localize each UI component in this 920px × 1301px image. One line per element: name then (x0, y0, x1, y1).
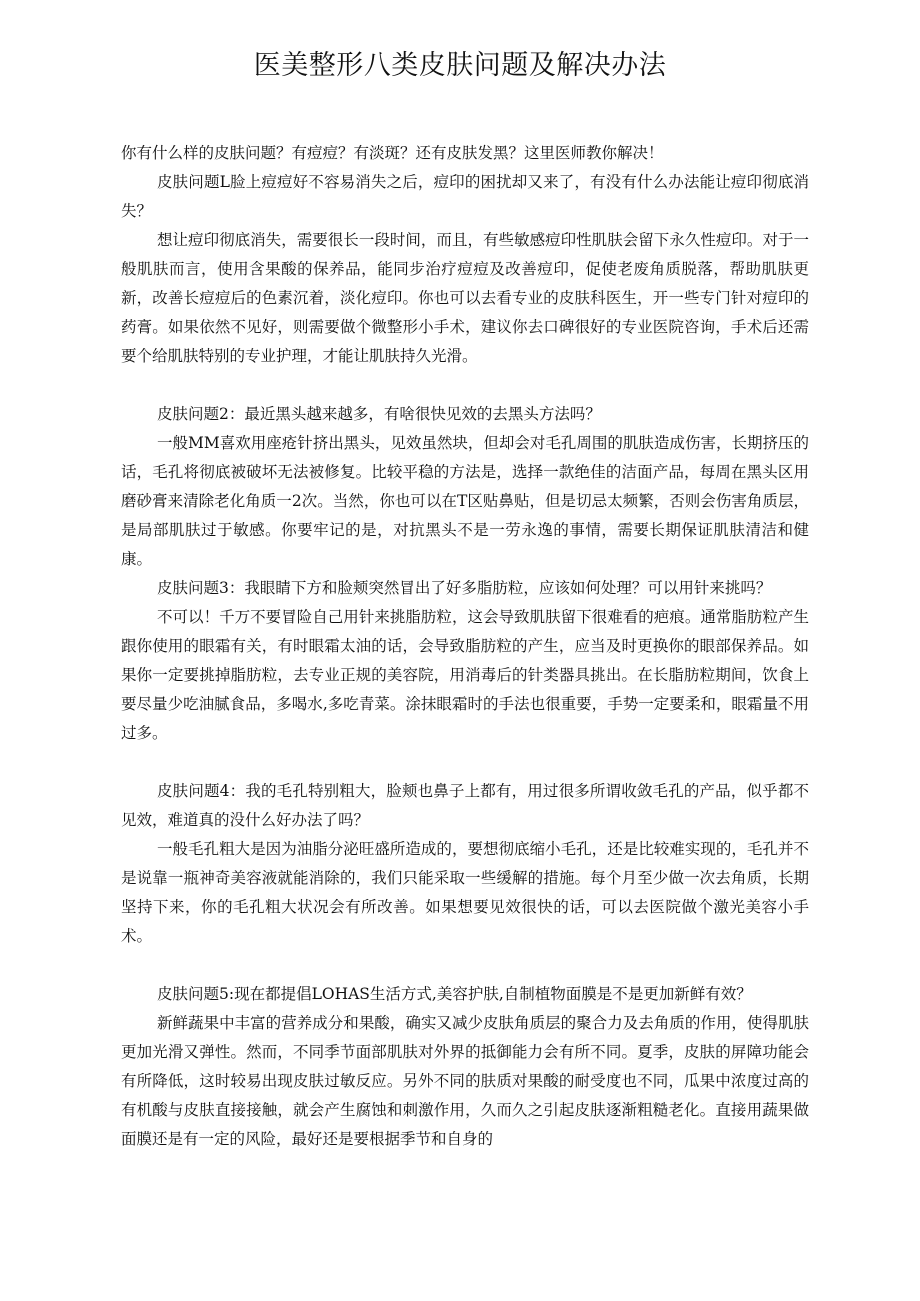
paragraph: 新鲜蔬果中丰富的营养成分和果酸，确实又减少皮肤角质层的聚合力及去角质的作用，使得肌肤更加光滑又弹性。然而，不同季节面部肌肤对外界的抵御能力会有所不同。夏季，皮肤的屏障功能会有所降低，这时较易出现皮肤过敏反应。另外不同的肤质对果酸的耐受度也不同，瓜果中浓度过高的有机酸与皮肤直接接触，就会产生腐蚀和刺激作用，久而久之引起皮肤逐渐粗糙老化。直接用蔬果做面膜还是有一定的风险，最好还是要根据季节和自身的 (121, 1014, 809, 1148)
paragraph: 皮肤问题3：我眼睛下方和脸颊突然冒出了好多脂肪粒，应该如何处理？可以用针来挑吗？ (157, 579, 772, 597)
paragraph: 一般毛孔粗大是因为油脂分泌旺盛所造成的，要想彻底缩小毛孔，还是比较难实现的，毛孔并不是说靠一瓶神奇美容液就能消除的，我们只能采取一些缓解的措施。每个月至少做一次去角质，长期坚持下来，你的毛孔粗大状况会有所改善。如果想要见效很快的话，可以去医院做个激光美容小手术。 (121, 840, 809, 945)
paragraph: 不可以！千万不要冒险自己用针来挑脂肪粒，这会导致肌肤留下很难看的疤痕。通常脂肪粒产生跟你使用的眼霜有关，有时眼霜太油的话，会导致脂肪粒的产生，应当及时更换你的眼部保养品。如果你一定要挑掉脂肪粒，去专业正规的美容院，用消毒后的针类器具挑出。在长脂肪粒期间，饮食上要尽量少吃油腻食品，多喝水,多吃青菜。涂抹眼霜时的手法也很重要，手势一定要柔和，眼霜量不用过多。 (121, 608, 809, 742)
paragraph: 皮肤问题2：最近黑头越来越多，有啥很快见效的去黑头方法吗？ (157, 405, 601, 423)
paragraph: 一般MM喜欢用座疮针挤出黑头，见效虽然块，但却会对毛孔周围的肌肤造成伤害，长期挤压的话，毛孔将彻底被破坏无法被修复。比较平稳的方法是，选择一款绝佳的洁面产品，每周在黑头区用磨砂膏来清除老化角质一2次。当然，你也可以在T区贴鼻贴，但是切忌太频繁，否则会伤害角质层，是局部肌肤过于敏感。你要牢记的是，对抗黑头不是一劳永逸的事情，需要长期保证肌肤清洁和健康。 (121, 434, 809, 568)
paragraph-gap (121, 371, 809, 400)
paragraph: 皮肤问题4：我的毛孔特别粗大，脸颊也鼻子上都有，用过很多所谓收敛毛孔的产品，似乎都不见效，难道真的没什么好办法了吗？ (121, 782, 809, 829)
paragraph: 你有什么样的皮肤问题？有痘痘？有淡斑？还有皮肤发黑？这里医师教你解决！ (121, 144, 664, 162)
paragraph: 皮肤问题L脸上痘痘好不容易消失之后，痘印的困扰却又来了，有没有什么办法能让痘印彻底消失？ (121, 173, 809, 220)
paragraph: 皮肤问题5:现在都提倡LOHAS生活方式,美容护肤,自制植物面膜是不是更加新鲜有效？ (157, 985, 752, 1003)
paragraph: 想让痘印彻底消失，需要很长一段时间，而且，有些敏感痘印性肌肤会留下永久性痘印。对于一般肌肤而言，使用含果酸的保养品，能同步治疗痘痘及改善痘印，促使老废角质脱落，帮助肌肤更新，改善长痘痘后的色素沉着，淡化痘印。你也可以去看专业的皮肤科医生，开一些专门针对痘印的药膏。如果依然不见好，则需要做个微整形小手术，建议你去口碑很好的专业医院咨询，手术后还需要个给肌肤特别的专业护理，才能让肌肤持久光滑。 (121, 231, 809, 365)
document-title: 医美整形八类皮肤问题及解决办法 (253, 50, 667, 81)
paragraph-gap (121, 951, 809, 980)
paragraph-gap (121, 748, 809, 777)
document-body (121, 139, 809, 1154)
